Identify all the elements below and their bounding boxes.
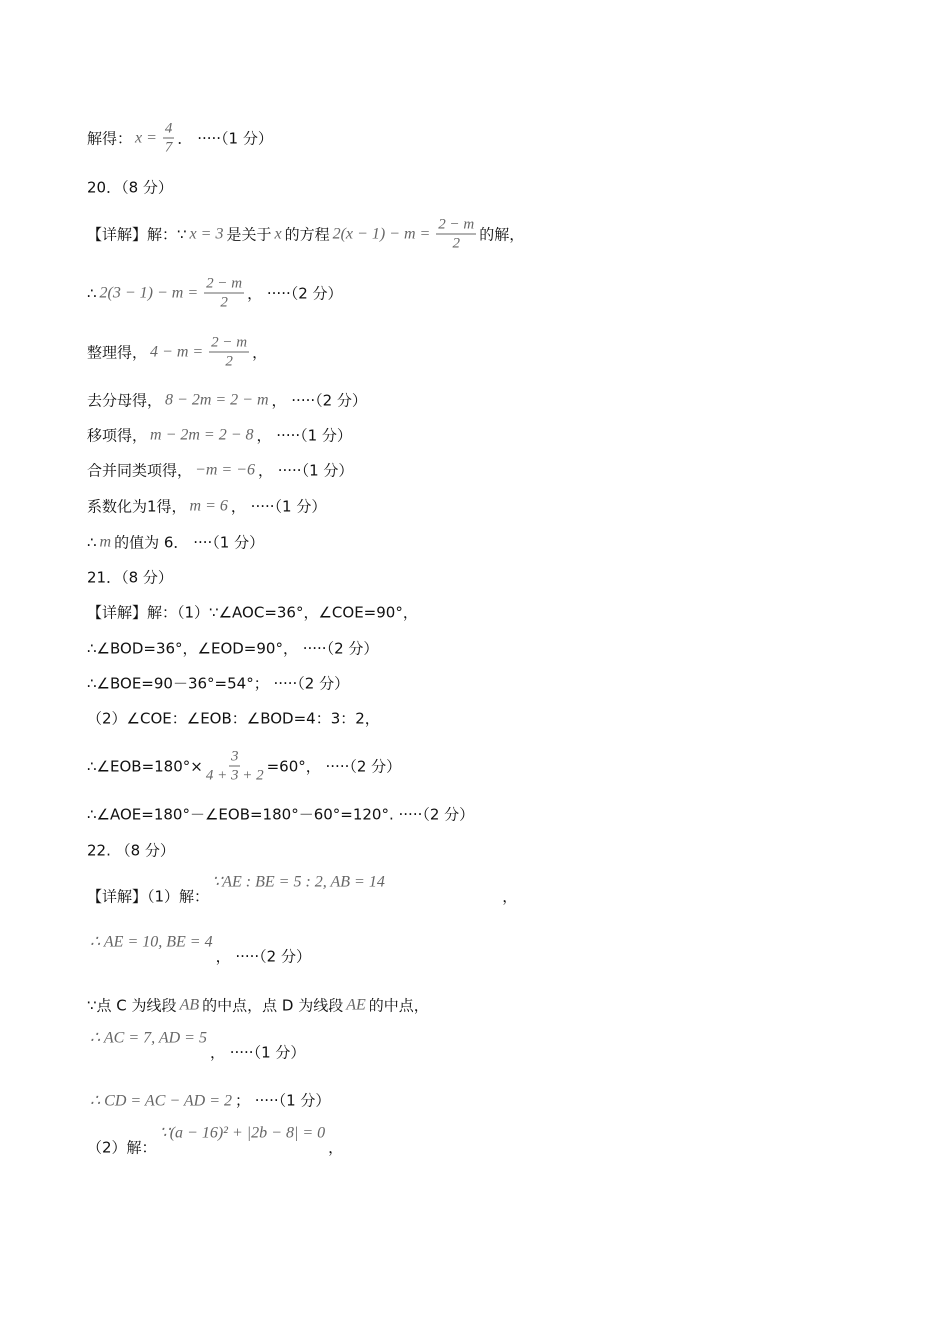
fraction-denominator: 7 xyxy=(164,139,173,156)
text-segment: ， ·····（1 分） xyxy=(209,1043,306,1062)
fraction xyxy=(163,120,175,157)
text-line xyxy=(87,873,518,907)
text-line xyxy=(87,120,273,157)
text-segment: ， xyxy=(252,343,268,362)
text-segment: 的中点，点 D 为线段 xyxy=(202,996,344,1015)
math-expression: 2(x − 1) − m = xyxy=(332,225,431,242)
text-segment: ， ·····（2 分） xyxy=(271,391,367,410)
fraction xyxy=(436,216,476,253)
text-segment: ， xyxy=(328,1138,344,1157)
text-segment: =60°， ·····（2 分） xyxy=(266,757,402,776)
fraction-numerator: 4 xyxy=(164,120,173,137)
fraction xyxy=(209,334,249,371)
math-expression: ∵AE : BE = 5 : 2, AB = 14 xyxy=(212,873,385,890)
text-segment: ， ·····（1 分） xyxy=(230,497,327,516)
text-line xyxy=(87,567,173,588)
math-expression: ∴ CD = AC − AD = 2 xyxy=(90,1092,232,1109)
text-line xyxy=(87,995,429,1016)
fraction-numerator: 3 xyxy=(230,748,239,765)
text-segment: 移项得， xyxy=(87,426,148,445)
math-expression: AB xyxy=(179,996,200,1013)
text-segment: 【详解】解：∵ xyxy=(87,225,187,244)
text-segment: 去分母得， xyxy=(87,391,163,410)
math-expression: ∴ AC = 7, AD = 5 xyxy=(90,1029,207,1046)
fraction xyxy=(206,748,264,785)
fraction-denominator: 2 xyxy=(452,235,461,252)
text-segment: ； ·····（1 分） xyxy=(235,1091,331,1110)
math-expression: 2(3 − 1) − m = xyxy=(99,284,199,301)
fraction-denominator: 2 xyxy=(220,294,228,311)
fraction-denominator: 2 xyxy=(225,353,233,370)
text-line xyxy=(87,460,353,481)
text-segment: ， xyxy=(387,887,518,906)
text-line xyxy=(87,1029,306,1063)
text-line xyxy=(87,602,418,623)
math-expression: −m = −6 xyxy=(195,461,255,478)
text-segment: 【详解】（1）解： xyxy=(87,887,210,906)
math-expression: x = 3 xyxy=(189,225,224,242)
text-line xyxy=(87,275,343,312)
math-expression: ∵(a − 16)² + |2b − 8| = 0 xyxy=(159,1124,326,1141)
text-segment: 的值为 6． ····（1 分） xyxy=(114,533,265,552)
fraction-numerator: 2 − m xyxy=(206,275,243,292)
text-segment: （2）∠COE：∠EOB：∠BOD=4：3：2， xyxy=(87,709,380,728)
math-expression: AE xyxy=(346,996,366,1013)
text-segment: ． ·····（1 分） xyxy=(177,129,273,148)
text-line xyxy=(87,1124,344,1158)
text-line xyxy=(87,840,175,861)
math-expression: 8 − 2m = 2 − m xyxy=(165,391,269,408)
text-segment: ， ·····（1 分） xyxy=(256,426,352,445)
text-line xyxy=(87,638,378,659)
text-segment: 系数化为1得， xyxy=(87,497,187,516)
text-line xyxy=(87,708,380,729)
text-segment: ， ·····（2 分） xyxy=(215,947,311,966)
math-expression: m xyxy=(99,533,112,550)
text-segment: 是关于 xyxy=(226,225,272,244)
math-expression: 4 − m = xyxy=(150,343,204,360)
text-segment: 21．（8 分） xyxy=(87,568,173,587)
text-line xyxy=(87,496,326,517)
math-expression: x xyxy=(274,225,282,242)
text-segment: 解得： xyxy=(87,129,133,148)
text-line xyxy=(87,177,173,198)
text-line xyxy=(87,425,352,446)
text-segment: ， ·····（1 分） xyxy=(257,461,354,480)
text-segment: 的方程 xyxy=(284,225,330,244)
text-segment: ∴ xyxy=(87,284,97,302)
text-line xyxy=(87,804,474,825)
text-segment: 的解， xyxy=(479,225,525,244)
text-segment: 【详解】解：（1）∵∠AOC=36°，∠COE=90°， xyxy=(87,603,418,622)
fraction-numerator: 2 − m xyxy=(438,216,475,233)
text-segment: ∵点 C 为线段 xyxy=(87,996,177,1015)
text-line xyxy=(87,673,349,694)
math-expression: m − 2m = 2 − 8 xyxy=(150,426,254,443)
text-line xyxy=(87,1090,330,1111)
text-segment: 20．（8 分） xyxy=(87,178,173,197)
fraction-denominator: 4 + 3 + 2 xyxy=(205,767,264,784)
text-segment: ， ·····（2 分） xyxy=(247,284,343,303)
text-line xyxy=(87,334,267,371)
text-segment: 的中点， xyxy=(368,996,429,1015)
math-expression: m = 6 xyxy=(189,497,228,514)
fraction-numerator: 2 − m xyxy=(211,334,248,351)
fraction xyxy=(204,275,244,312)
math-expression: ∴ AE = 10, BE = 4 xyxy=(90,933,213,950)
text-segment: ∴ xyxy=(87,533,97,551)
text-segment: ∴∠EOB=180°× xyxy=(87,757,203,775)
text-segment: 整理得， xyxy=(87,343,148,362)
text-segment: 22. （8 分） xyxy=(87,841,175,860)
text-line xyxy=(87,748,401,785)
text-segment: 合并同类项得， xyxy=(87,461,193,480)
math-expression: x = xyxy=(135,129,157,146)
text-segment: ∴∠BOD=36°，∠EOD=90°， ·····（2 分） xyxy=(87,639,379,658)
text-segment: （2）解： xyxy=(87,1138,157,1157)
text-segment: ∴∠BOE=90－36°=54°； ·····（2 分） xyxy=(87,674,350,693)
text-line xyxy=(87,390,367,411)
text-line xyxy=(87,532,264,553)
text-line xyxy=(87,216,524,253)
text-segment: ∴∠AOE=180°－∠EOB=180°－60°=120°. ·····（2 分） xyxy=(87,805,475,824)
text-line xyxy=(87,933,311,967)
